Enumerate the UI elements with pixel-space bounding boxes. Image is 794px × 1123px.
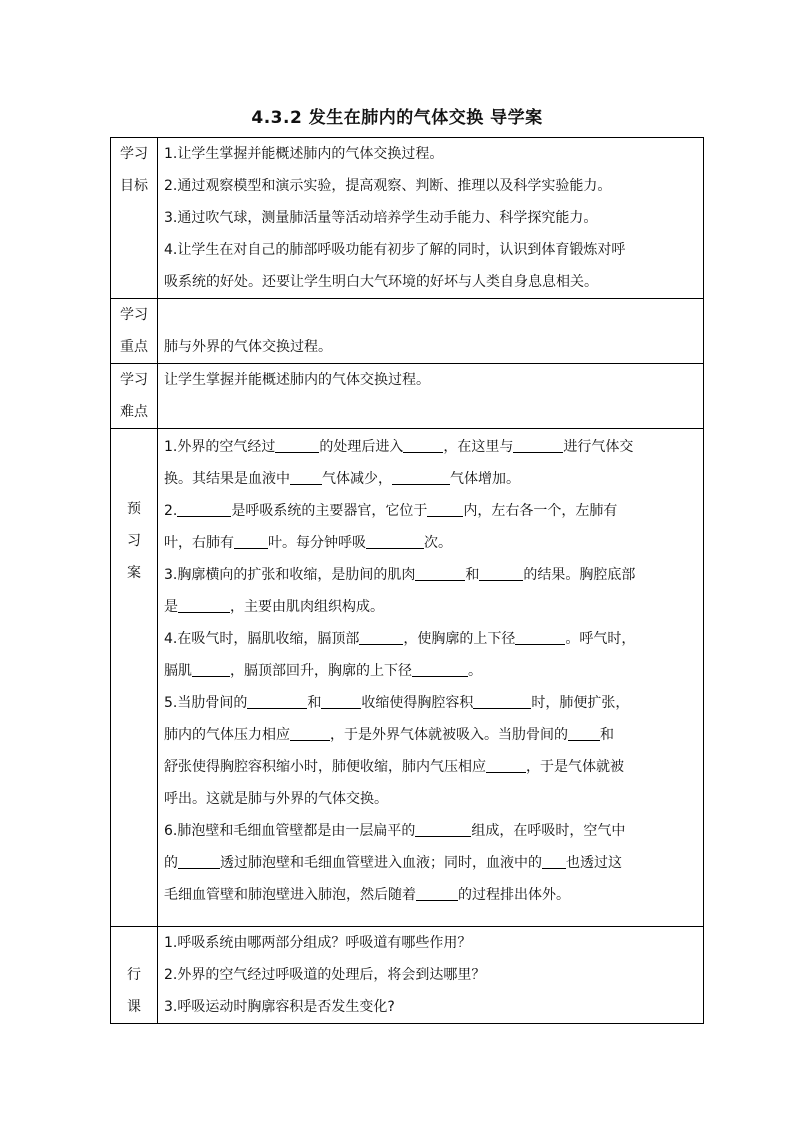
study-guide-table — [110, 137, 704, 1024]
preview-q5-line-2: 肺内的气体压力相应 ，于是外界气体就被吸入。当肋骨间的 和 — [164, 727, 614, 743]
key-points-label — [111, 299, 158, 364]
fill-blank[interactable] — [416, 886, 458, 901]
preview-q5-line-1: 5.当肋骨间的 和 收缩使得胸腔容积 时，肺便扩张， — [164, 695, 630, 711]
lesson-label-line-2: 课 — [127, 999, 141, 1015]
fill-blank[interactable] — [513, 438, 563, 453]
fill-blank[interactable] — [359, 630, 403, 645]
preview-q6-line-2: 的 透过肺泡壁和毛细血管壁进入血液；同时，血液中的 也透过这 — [164, 855, 622, 871]
key-points-label-line-2: 重点 — [120, 339, 148, 355]
fill-blank[interactable] — [321, 694, 361, 709]
objective-line-5: 吸系统的好处。还要让学生明白大气环境的好坏与人类自身息息相关。 — [164, 274, 598, 290]
fill-blank[interactable] — [392, 470, 450, 485]
preview-q3-line-1: 3.胸廓横向的扩张和收缩，是肋间的肌肉 和 的结果。胸腔底部 — [164, 567, 636, 583]
lesson-question-2: 2.外界的空气经过呼吸道的处理后，将会到达哪里？ — [164, 967, 486, 983]
fill-blank[interactable] — [290, 726, 330, 741]
preview-q4-line-1: 4.在吸气时，膈肌收缩，膈顶部 ，使胸廓的上下径 。呼气时， — [164, 631, 636, 647]
fill-blank[interactable] — [542, 854, 566, 869]
key-points-label-line-1: 学习 — [120, 307, 148, 323]
objectives-content — [158, 138, 704, 299]
key-points-text: 肺与外界的气体交换过程。 — [164, 339, 332, 355]
preview-label-line-1: 预 — [127, 501, 141, 517]
key-points-row — [111, 299, 704, 364]
objective-line-1: 1.让学生掌握并能概述肺内的气体交换过程。 — [164, 146, 444, 162]
fill-blank[interactable] — [247, 694, 307, 709]
preview-q5-line-3: 舒张使得胸腔容积缩小时，肺便收缩，肺内气压相应 ，于是气体就被 — [164, 759, 624, 775]
objectives-row — [111, 138, 704, 299]
objective-line-2: 2.通过观察模型和演示实验，提高观察、判断、推理以及科学实验能力。 — [164, 178, 612, 194]
lesson-label-line-1: 行 — [127, 967, 141, 983]
difficulties-text: 让学生掌握并能概述肺内的气体交换过程。 — [164, 372, 430, 388]
fill-blank[interactable] — [473, 694, 531, 709]
preview-q5-line-4: 呼出。这就是肺与外界的气体交换。 — [164, 791, 388, 807]
fill-blank[interactable] — [178, 854, 220, 869]
preview-label — [111, 429, 158, 927]
preview-q1-line-2: 换。其结果是血液中 气体减少， 气体增加。 — [164, 471, 520, 487]
fill-blank[interactable] — [403, 438, 443, 453]
fill-blank[interactable] — [568, 726, 600, 741]
preview-q2-line-1: 2. 是呼吸系统的主要器官，它位于 内，左右各一个，左肺有 — [164, 503, 618, 519]
objectives-label-line-2: 目标 — [120, 178, 148, 194]
fill-blank[interactable] — [486, 758, 526, 773]
fill-blank[interactable] — [234, 534, 268, 549]
preview-content — [158, 429, 704, 927]
objectives-label-line-1: 学习 — [120, 146, 148, 162]
difficulties-content — [158, 364, 704, 429]
preview-q1-line-1: 1.外界的空气经过 的处理后进入 ，在这里与 进行气体交 — [164, 439, 634, 455]
fill-blank[interactable] — [515, 630, 565, 645]
fill-blank[interactable] — [415, 566, 465, 581]
difficulties-label-line-1: 学习 — [120, 372, 148, 388]
lesson-question-3: 3.呼吸运动时胸廓容积是否发生变化? — [164, 999, 395, 1015]
lesson-question-1: 1.呼吸系统由哪两部分组成？呼吸道有哪些作用？ — [164, 935, 472, 951]
objective-line-3: 3.通过吹气球，测量肺活量等活动培养学生动手能力、科学探究能力。 — [164, 210, 598, 226]
lesson-label — [111, 927, 158, 1024]
preview-q4-line-2: 膈肌 ，膈顶部回升，胸廓的上下径 。 — [164, 663, 482, 679]
fill-blank[interactable] — [275, 438, 319, 453]
fill-blank[interactable] — [178, 598, 230, 613]
fill-blank[interactable] — [192, 662, 230, 677]
fill-blank[interactable] — [412, 662, 468, 677]
key-points-content — [158, 299, 704, 364]
fill-blank[interactable] — [479, 566, 523, 581]
fill-blank[interactable] — [290, 470, 322, 485]
document-title: 4.3.2 发生在肺内的气体交换 导学案 — [251, 108, 543, 128]
fill-blank[interactable] — [177, 502, 231, 517]
lesson-row — [111, 927, 704, 1024]
difficulties-row — [111, 364, 704, 429]
preview-q6-line-1: 6.肺泡壁和毛细血管壁都是由一层扁平的 组成，在呼吸时，空气中 — [164, 823, 626, 839]
fill-blank[interactable] — [415, 822, 471, 837]
objective-line-4: 4.让学生在对自己的肺部呼吸功能有初步了解的同时，认识到体育锻炼对呼 — [164, 242, 626, 258]
preview-row — [111, 429, 704, 927]
preview-q2-line-2: 叶，右肺有 叶。每分钟呼吸 次。 — [164, 535, 452, 551]
preview-label-line-2: 习 — [127, 533, 141, 549]
lesson-content — [158, 927, 704, 1024]
fill-blank[interactable] — [366, 534, 424, 549]
difficulties-label-line-2: 难点 — [120, 404, 148, 420]
preview-q3-line-2: 是 ，主要由肌肉组织构成。 — [164, 599, 384, 615]
objectives-label — [111, 138, 158, 299]
key-points-spacer — [158, 299, 703, 331]
fill-blank[interactable] — [427, 502, 463, 517]
preview-q6-line-3: 毛细血管壁和肺泡壁进入肺泡，然后随着 的过程排出体外。 — [164, 887, 570, 903]
difficulties-label — [111, 364, 158, 429]
preview-label-line-3: 案 — [127, 565, 141, 581]
